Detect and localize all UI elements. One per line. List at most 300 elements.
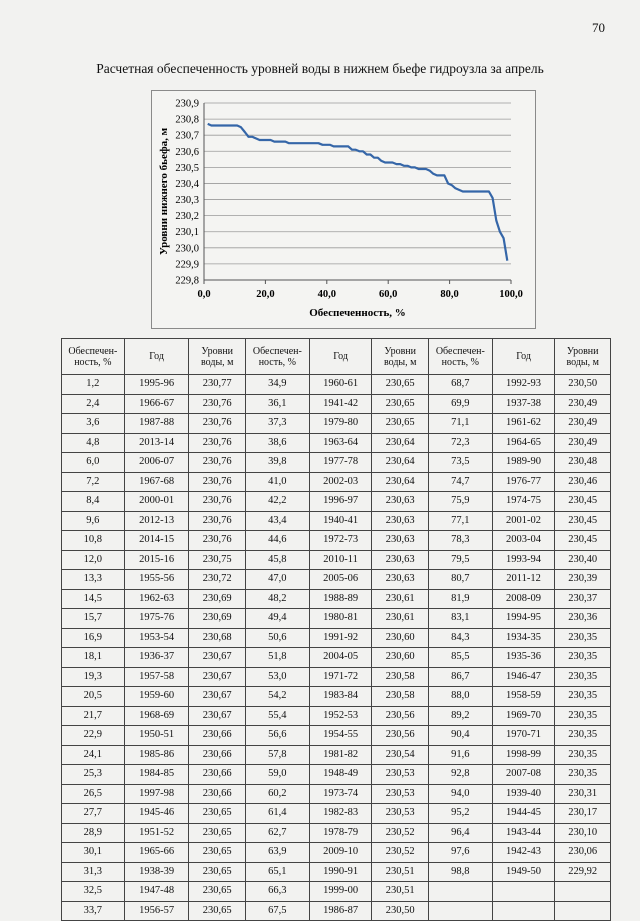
table-cell: 230,76 [189, 472, 246, 492]
table-cell: 1959-60 [124, 687, 189, 707]
header-cell: Уровни воды, м [189, 339, 246, 375]
table-cell: 230,67 [189, 648, 246, 668]
table-cell: 230,45 [555, 492, 611, 512]
table-row [62, 492, 611, 512]
table-cell: 43,4 [246, 511, 310, 531]
table-cell: 1982-83 [309, 804, 372, 824]
table-cell: 39,8 [246, 453, 310, 473]
table-cell: 230,77 [189, 375, 246, 395]
table-cell: 230,65 [189, 882, 246, 902]
table-cell: 73,5 [428, 453, 492, 473]
header-cell: Год [124, 339, 189, 375]
table-cell: 36,1 [246, 394, 310, 414]
table-cell: 1951-52 [124, 823, 189, 843]
table-cell: 65,1 [246, 862, 310, 882]
table-cell: 28,9 [62, 823, 125, 843]
table-row [62, 667, 611, 687]
table-cell: 78,3 [428, 531, 492, 551]
table-cell: 1965-66 [124, 843, 189, 863]
table-cell: 1975-76 [124, 609, 189, 629]
table-cell: 14,5 [62, 589, 125, 609]
table-cell: 2000-01 [124, 492, 189, 512]
table-cell: 1939-40 [492, 784, 555, 804]
series-line [208, 124, 508, 261]
table-cell: 1938-39 [124, 862, 189, 882]
table-cell: 1970-71 [492, 726, 555, 746]
table-cell: 230,45 [555, 511, 611, 531]
table-cell: 55,4 [246, 706, 310, 726]
table-cell: 1998-99 [492, 745, 555, 765]
table-cell [492, 901, 555, 921]
table-cell: 1935-36 [492, 648, 555, 668]
table-cell [555, 901, 611, 921]
table-cell: 230,35 [555, 648, 611, 668]
table-cell: 2012-13 [124, 511, 189, 531]
table-cell: 230,63 [372, 570, 429, 590]
y-tick-label: 230,9 [175, 98, 199, 110]
table-cell: 3,6 [62, 414, 125, 434]
table-cell: 2014-15 [124, 531, 189, 551]
table-cell: 230,56 [372, 726, 429, 746]
table-cell: 86,7 [428, 667, 492, 687]
table-cell: 1940-41 [309, 511, 372, 531]
table-cell: 96,4 [428, 823, 492, 843]
table-cell: 230,52 [372, 843, 429, 863]
table-cell: 230,63 [372, 531, 429, 551]
level-chart [152, 91, 535, 328]
table-cell: 1,2 [62, 375, 125, 395]
table-cell: 230,60 [372, 648, 429, 668]
table-cell: 1954-55 [309, 726, 372, 746]
table-cell: 37,3 [246, 414, 310, 434]
x-axis-title: Обеспеченность, % [309, 307, 406, 319]
table-cell: 1936-37 [124, 648, 189, 668]
table-cell: 1958-59 [492, 687, 555, 707]
table-cell: 54,2 [246, 687, 310, 707]
table-cell: 1956-57 [124, 901, 189, 921]
table-cell: 230,76 [189, 394, 246, 414]
table-cell: 1953-54 [124, 628, 189, 648]
table-cell: 1946-47 [492, 667, 555, 687]
table-row [62, 745, 611, 765]
table-cell: 230,45 [555, 531, 611, 551]
table-cell: 6,0 [62, 453, 125, 473]
table-cell: 230,35 [555, 726, 611, 746]
header-cell: Обеспечен-ность, % [62, 339, 125, 375]
table-cell: 230,60 [372, 628, 429, 648]
table-cell: 84,3 [428, 628, 492, 648]
table-cell: 2006-07 [124, 453, 189, 473]
table-cell: 26,5 [62, 784, 125, 804]
table-cell: 92,8 [428, 765, 492, 785]
table-cell: 88,0 [428, 687, 492, 707]
table-cell: 1994-95 [492, 609, 555, 629]
table-cell: 1947-48 [124, 882, 189, 902]
y-tick-label: 229,8 [175, 275, 199, 287]
table-cell: 230,40 [555, 550, 611, 570]
table-row [62, 589, 611, 609]
x-tick-label: 60,0 [379, 289, 398, 300]
table-cell: 1971-72 [309, 667, 372, 687]
header-cell: Год [492, 339, 555, 375]
table-header-row [62, 339, 611, 375]
table-cell: 230,64 [372, 453, 429, 473]
table-cell: 230,76 [189, 531, 246, 551]
table-cell: 2010-11 [309, 550, 372, 570]
table-cell: 24,1 [62, 745, 125, 765]
header-cell: Уровни воды, м [555, 339, 611, 375]
table-row [62, 784, 611, 804]
table-cell: 230,35 [555, 687, 611, 707]
y-tick-label: 230,6 [175, 146, 199, 158]
table-cell: 229,92 [555, 862, 611, 882]
table-cell: 230,64 [372, 472, 429, 492]
table-cell: 44,6 [246, 531, 310, 551]
table-row [62, 394, 611, 414]
table-cell: 1972-73 [309, 531, 372, 551]
table-cell: 1937-38 [492, 394, 555, 414]
table-cell: 1968-69 [124, 706, 189, 726]
table-cell: 230,39 [555, 570, 611, 590]
table-cell: 230,76 [189, 511, 246, 531]
table-cell: 230,35 [555, 667, 611, 687]
table-cell: 50,6 [246, 628, 310, 648]
table-cell: 51,8 [246, 648, 310, 668]
table-cell: 1941-42 [309, 394, 372, 414]
table-cell: 230,68 [189, 628, 246, 648]
table-cell: 1979-80 [309, 414, 372, 434]
table-cell: 230,56 [372, 706, 429, 726]
table-cell [428, 901, 492, 921]
table-cell: 230,72 [189, 570, 246, 590]
table-cell: 1950-51 [124, 726, 189, 746]
table-cell: 1993-94 [492, 550, 555, 570]
table-cell: 49,4 [246, 609, 310, 629]
y-tick-label: 230,8 [175, 114, 199, 126]
table-cell: 1999-00 [309, 882, 372, 902]
table-cell: 230,66 [189, 765, 246, 785]
table-cell: 1988-89 [309, 589, 372, 609]
table-row [62, 765, 611, 785]
table-cell: 230,67 [189, 667, 246, 687]
table-cell: 89,2 [428, 706, 492, 726]
table-cell: 230,51 [372, 862, 429, 882]
table-cell: 30,1 [62, 843, 125, 863]
table-cell: 1961-62 [492, 414, 555, 434]
table-cell: 61,4 [246, 804, 310, 824]
table-cell: 1990-91 [309, 862, 372, 882]
chart-svg [152, 91, 535, 328]
table-row [62, 901, 611, 921]
table-cell: 230,49 [555, 414, 611, 434]
table-cell: 1977-78 [309, 453, 372, 473]
table-cell: 20,5 [62, 687, 125, 707]
x-tick-label: 100,0 [499, 289, 523, 300]
table-cell: 230,35 [555, 628, 611, 648]
table-cell: 1987-88 [124, 414, 189, 434]
table-cell: 230,58 [372, 687, 429, 707]
table-cell [428, 882, 492, 902]
table-cell: 8,4 [62, 492, 125, 512]
table-cell: 230,50 [372, 901, 429, 921]
table-cell: 230,06 [555, 843, 611, 863]
table-cell: 41,0 [246, 472, 310, 492]
table-cell: 98,8 [428, 862, 492, 882]
table-cell: 9,6 [62, 511, 125, 531]
table-cell: 1942-43 [492, 843, 555, 863]
table-cell: 1991-92 [309, 628, 372, 648]
table-cell: 81,9 [428, 589, 492, 609]
table-cell: 69,9 [428, 394, 492, 414]
table-cell: 230,53 [372, 784, 429, 804]
table-cell: 2013-14 [124, 433, 189, 453]
table-cell: 1962-63 [124, 589, 189, 609]
table-cell: 22,9 [62, 726, 125, 746]
table-cell: 230,17 [555, 804, 611, 824]
table-row [62, 687, 611, 707]
y-axis-title: Уровни нижнего бьефа, м [158, 127, 170, 256]
table-cell: 1934-35 [492, 628, 555, 648]
table-cell: 230,48 [555, 453, 611, 473]
table-row [62, 472, 611, 492]
table-cell: 230,50 [555, 375, 611, 395]
table-row [62, 648, 611, 668]
table-cell: 230,69 [189, 609, 246, 629]
table-cell [492, 882, 555, 902]
table-cell: 1978-79 [309, 823, 372, 843]
x-tick-label: 20,0 [256, 289, 275, 300]
table-cell: 48,2 [246, 589, 310, 609]
table-cell: 1986-87 [309, 901, 372, 921]
table-cell: 12,0 [62, 550, 125, 570]
chart-frame [151, 90, 536, 329]
table-cell: 230,35 [555, 706, 611, 726]
table-cell: 21,7 [62, 706, 125, 726]
table-cell: 1955-56 [124, 570, 189, 590]
table-cell: 59,0 [246, 765, 310, 785]
table-cell: 67,5 [246, 901, 310, 921]
table-cell: 10,8 [62, 531, 125, 551]
table-row [62, 550, 611, 570]
table-cell: 1960-61 [309, 375, 372, 395]
table-cell: 230,53 [372, 804, 429, 824]
table-cell: 91,6 [428, 745, 492, 765]
table-cell: 85,5 [428, 648, 492, 668]
table-cell: 27,7 [62, 804, 125, 824]
table-cell: 4,8 [62, 433, 125, 453]
y-tick-label: 230,5 [175, 162, 199, 174]
table-cell: 25,3 [62, 765, 125, 785]
table-cell: 1969-70 [492, 706, 555, 726]
table-cell: 1966-67 [124, 394, 189, 414]
table-row [62, 804, 611, 824]
table-cell: 1983-84 [309, 687, 372, 707]
table-cell: 63,9 [246, 843, 310, 863]
table-cell: 230,31 [555, 784, 611, 804]
table-cell: 7,2 [62, 472, 125, 492]
table-cell: 1984-85 [124, 765, 189, 785]
table-cell: 230,63 [372, 492, 429, 512]
table-cell: 1944-45 [492, 804, 555, 824]
table-cell: 230,49 [555, 394, 611, 414]
table-cell: 1980-81 [309, 609, 372, 629]
y-tick-label: 230,7 [175, 130, 199, 142]
table-cell: 230,76 [189, 492, 246, 512]
table-cell: 230,65 [189, 862, 246, 882]
table-cell: 230,63 [372, 550, 429, 570]
table-cell: 230,49 [555, 433, 611, 453]
table-cell [555, 882, 611, 902]
table-cell: 16,9 [62, 628, 125, 648]
table-cell: 2001-02 [492, 511, 555, 531]
table-cell: 230,65 [372, 394, 429, 414]
table-cell: 60,2 [246, 784, 310, 804]
table-cell: 1957-58 [124, 667, 189, 687]
table-cell: 230,65 [189, 804, 246, 824]
table-cell: 1995-96 [124, 375, 189, 395]
table-cell: 75,9 [428, 492, 492, 512]
data-table [61, 338, 611, 921]
table-cell: 1997-98 [124, 784, 189, 804]
table-cell: 230,66 [189, 745, 246, 765]
table-cell: 230,61 [372, 589, 429, 609]
table-row [62, 433, 611, 453]
table-cell: 230,76 [189, 453, 246, 473]
table-cell: 80,7 [428, 570, 492, 590]
table-row [62, 862, 611, 882]
table-cell: 83,1 [428, 609, 492, 629]
table-cell: 1945-46 [124, 804, 189, 824]
table-cell: 57,8 [246, 745, 310, 765]
table-cell: 2009-10 [309, 843, 372, 863]
page-number: 70 [592, 20, 605, 35]
x-tick-label: 80,0 [440, 289, 459, 300]
table-cell: 1976-77 [492, 472, 555, 492]
table-cell: 230,75 [189, 550, 246, 570]
table-row [62, 375, 611, 395]
table-cell: 74,7 [428, 472, 492, 492]
table-cell: 230,36 [555, 609, 611, 629]
y-tick-label: 230,4 [175, 178, 199, 190]
table-cell: 95,2 [428, 804, 492, 824]
table-cell: 1989-90 [492, 453, 555, 473]
table-row [62, 882, 611, 902]
table-row [62, 609, 611, 629]
table-cell: 230,69 [189, 589, 246, 609]
table-cell: 2002-03 [309, 472, 372, 492]
table-cell: 1963-64 [309, 433, 372, 453]
table-cell: 2007-08 [492, 765, 555, 785]
table-cell: 230,66 [189, 784, 246, 804]
table-cell: 1992-93 [492, 375, 555, 395]
table-cell: 53,0 [246, 667, 310, 687]
table-cell: 1967-68 [124, 472, 189, 492]
table-cell: 230,46 [555, 472, 611, 492]
header-cell: Год [309, 339, 372, 375]
table-row [62, 511, 611, 531]
chart-caption: Расчетная обеспеченность уровней воды в нижнем бьефе гидроузла за апрель [96, 61, 544, 76]
table-cell: 230,37 [555, 589, 611, 609]
table-cell: 2011-12 [492, 570, 555, 590]
table-cell: 2004-05 [309, 648, 372, 668]
header-cell: Обеспечен-ность, % [246, 339, 310, 375]
table-cell: 68,7 [428, 375, 492, 395]
table-cell: 1973-74 [309, 784, 372, 804]
table-cell: 77,1 [428, 511, 492, 531]
table-cell: 2015-16 [124, 550, 189, 570]
table-cell: 230,76 [189, 414, 246, 434]
table-cell: 230,61 [372, 609, 429, 629]
table-cell: 13,3 [62, 570, 125, 590]
table-cell: 230,58 [372, 667, 429, 687]
table-cell: 230,67 [189, 706, 246, 726]
y-tick-label: 230,3 [175, 195, 199, 207]
table-cell: 18,1 [62, 648, 125, 668]
table-cell: 230,51 [372, 882, 429, 902]
table-row [62, 414, 611, 434]
table-cell: 230,65 [372, 414, 429, 434]
table-cell: 45,8 [246, 550, 310, 570]
x-tick-label: 40,0 [317, 289, 336, 300]
table-cell: 230,10 [555, 823, 611, 843]
table-row [62, 570, 611, 590]
table-cell: 230,65 [189, 823, 246, 843]
table-cell: 2003-04 [492, 531, 555, 551]
table-cell: 1996-97 [309, 492, 372, 512]
table-cell: 71,1 [428, 414, 492, 434]
table-row [62, 531, 611, 551]
table-cell: 97,6 [428, 843, 492, 863]
table-cell: 2008-09 [492, 589, 555, 609]
table-cell: 230,53 [372, 765, 429, 785]
table-cell: 1974-75 [492, 492, 555, 512]
table-cell: 1985-86 [124, 745, 189, 765]
header-cell: Обеспечен-ность, % [428, 339, 492, 375]
table-cell: 66,3 [246, 882, 310, 902]
table-cell: 2005-06 [309, 570, 372, 590]
table-cell: 1949-50 [492, 862, 555, 882]
y-tick-label: 230,1 [175, 227, 199, 239]
table-cell: 15,7 [62, 609, 125, 629]
table-cell: 1948-49 [309, 765, 372, 785]
table-row [62, 706, 611, 726]
table-cell: 230,76 [189, 433, 246, 453]
table-cell: 2,4 [62, 394, 125, 414]
x-tick-label: 0,0 [197, 289, 211, 300]
table-cell: 32,5 [62, 882, 125, 902]
table-cell: 1952-53 [309, 706, 372, 726]
table-cell: 72,3 [428, 433, 492, 453]
table-cell: 79,5 [428, 550, 492, 570]
header-cell: Уровни воды, м [372, 339, 429, 375]
table-cell: 90,4 [428, 726, 492, 746]
table-cell: 1943-44 [492, 823, 555, 843]
table-cell: 230,54 [372, 745, 429, 765]
table-cell: 47,0 [246, 570, 310, 590]
table-row [62, 453, 611, 473]
y-tick-label: 230,2 [175, 211, 199, 223]
table-cell: 62,7 [246, 823, 310, 843]
table-cell: 230,52 [372, 823, 429, 843]
table-cell: 19,3 [62, 667, 125, 687]
table-cell: 230,67 [189, 687, 246, 707]
table-cell: 38,6 [246, 433, 310, 453]
table-cell: 230,63 [372, 511, 429, 531]
y-tick-label: 230,0 [175, 243, 199, 255]
table-row [62, 823, 611, 843]
table-cell: 230,66 [189, 726, 246, 746]
table-cell: 42,2 [246, 492, 310, 512]
